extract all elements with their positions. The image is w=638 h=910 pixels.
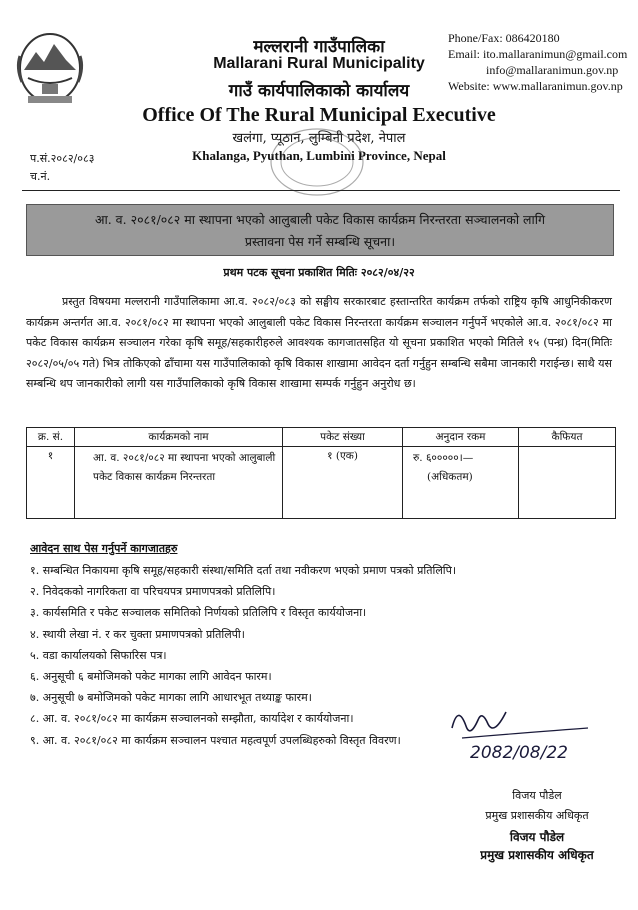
list-item: ४. स्थायी लेखा नं. र कर चुक्ता प्रमाणपत्रको प्रतिलिपी। [30, 627, 245, 641]
col-program-name: कार्यक्रमको नाम [75, 428, 283, 447]
website: Website: www.mallaranimun.gov.np [448, 79, 623, 93]
phone-fax: Phone/Fax: 086420180 [448, 31, 560, 45]
list-item: ३. कार्यसमिति र पकेट सञ्चालक समितिको निर्णयको प्रतिलिपि र विस्तृत कार्ययोजना। [30, 606, 367, 620]
office-seal-icon [268, 126, 366, 198]
cell-program-name: आ. व. २०८१/०८२ मा स्थापना भएको आलुबाली पकेट विकास कार्यक्रम निरन्तरता [75, 447, 283, 519]
col-remarks: कैफियत [519, 428, 616, 447]
handwritten-signature-icon [448, 698, 598, 766]
table-header-row [27, 428, 616, 447]
list-item: १. सम्बन्धित निकायमा कृषि समूह/सहकारी संस्था/समिति दर्ता तथा नवीकरण भएको प्रमाण पत्रको प्रतिलिपि। [30, 564, 457, 577]
cell-pocket-count: १ (एक) [283, 447, 403, 519]
notice-publish-date: प्रथम पटक सूचना प्रकाशित मितिः २०८२/०४/२२ [223, 266, 415, 279]
cell-serial: १ [27, 447, 75, 519]
col-grant-amount: अनुदान रकम [403, 428, 519, 447]
signature-date: 2082/08/22 [470, 743, 568, 763]
documents-list [30, 560, 456, 751]
table-row [27, 447, 616, 519]
list-item: ५. वडा कार्यालयको सिफारिस पत्र। [30, 648, 167, 662]
list-item: ७. अनुसूची ७ बमोजिमको पकेट मागका लागि आधारभूत तथ्याङ्क फारम। [30, 691, 312, 705]
list-item: ८. आ. व. २०८१/०८२ मा कार्यक्रम सञ्चालनको सम्झौता, कार्यादेश र कार्ययोजना। [30, 712, 354, 726]
list-item: ६. अनुसूची ६ बमोजिमको पकेट मागका लागि आवेदन फारम। [30, 670, 272, 684]
municipality-name-nepali: मल्लरानी गाउँपालिका [253, 37, 385, 57]
contact-block [448, 30, 627, 94]
email-secondary: info@mallaranimun.gov.np [486, 63, 619, 77]
stamp-name: विजय पौडेल [509, 830, 565, 844]
notice-body: प्रस्तुत विषयमा मल्लरानी गाउँपालिकामा आ.व. २०८२/०८३ को सङ्घीय सरकारबाट हस्तान्तरित कार्यक्रम तर्फको राष्ट्रिय कृषि आधुनिकीकरण कार्यक्रम अन्तर्गत आ.व. २०८१/०८२ मा स्थापना भएको आलुबाली पकेट विकास निरन्तरता कार्यक्रम सञ्चालन गर्नुपर्ने भएकोले आ.व. २०८१/०८२ मा पकेट विकास कार्यक्रम सञ्चालन गरेका कृषि समूह/सहकारीहरुले आवश्यक कागजातसहित यो सूचना प्रकाशित भएको मितिले १५ (पन्ध्र) दिन(मितिः २०८२/०५/०५ गते) भित्र तोकिएको ढाँचामा यस गाउँपालिकाको कृषि विकास शाखामा आवेदन दर्ता गर्नुहुन सम्बन्धि सबैमा जानकारी गराईन्छ। साथै यस सम्बन्धि थप जानकारीको लागी यस गाउँपालिकाको कृषि विकास शाखामा सम्पर्क गर्नुहुन अनुरोध छ। [26, 295, 612, 390]
program-table [26, 427, 616, 519]
office-name-english: Office Of The Rural Municipal Executive [142, 104, 496, 126]
dispatch-number: च.नं. [30, 170, 51, 183]
notice-title-line-2: प्रस्तावना पेस गर्ने सम्बन्धि सूचना। [244, 234, 396, 249]
name-stamp [452, 828, 622, 864]
list-item: २. निवेदकको नागरिकता वा परिचयपत्र प्रमाणपत्रको प्रतिलिपि। [30, 585, 276, 599]
grant-amount-note: (अधिकतम) [427, 471, 473, 483]
signer-name: विजय पौडेल [512, 789, 562, 802]
cell-remarks [519, 447, 616, 519]
notice-title-banner [26, 204, 614, 256]
office-name-nepali: गाउँ कार्यपालिकाको कार्यालय [228, 81, 410, 101]
letter-number: प.सं.२०८२/०८३ [30, 152, 95, 165]
municipality-name-english: Mallarani Rural Municipality [213, 55, 425, 72]
cell-grant-amount [403, 447, 519, 519]
stamp-designation: प्रमुख प्रशासकीय अधिकृत [480, 848, 594, 862]
grant-amount-value: रु. ६०००००।— [413, 452, 474, 464]
email-primary: Email: ito.mallaranimun@gmail.com [448, 47, 628, 61]
documents-heading: आवेदन साथ पेस गर्नुपर्ने कागजातहरु [30, 542, 178, 555]
notice-title-line-1: आ. व. २०८१/०८२ मा स्थापना भएको आलुबाली पकेट विकास कार्यक्रम निरन्तरता सञ्चालनको लागि [94, 212, 546, 227]
reference-block [30, 150, 94, 186]
col-serial: क्र. सं. [27, 428, 75, 447]
signer-designation: प्रमुख प्रशासकीय अधिकृत [485, 809, 589, 822]
header-divider [22, 190, 620, 191]
signer-block [452, 786, 622, 826]
address-english: Khalanga, Pyuthan, Lumbini Province, Nepal [192, 148, 446, 163]
address-nepali: खलंगा, प्यूठान, लुम्बिनी प्रदेश, नेपाल [232, 131, 406, 146]
list-item: ९. आ. व. २०८१/०८२ मा कार्यक्रम सञ्चालन पश्चात महत्वपूर्ण उपलब्धिहरुको विस्तृत विवरण। [30, 733, 401, 747]
col-pocket-count: पकेट संख्या [283, 428, 403, 447]
